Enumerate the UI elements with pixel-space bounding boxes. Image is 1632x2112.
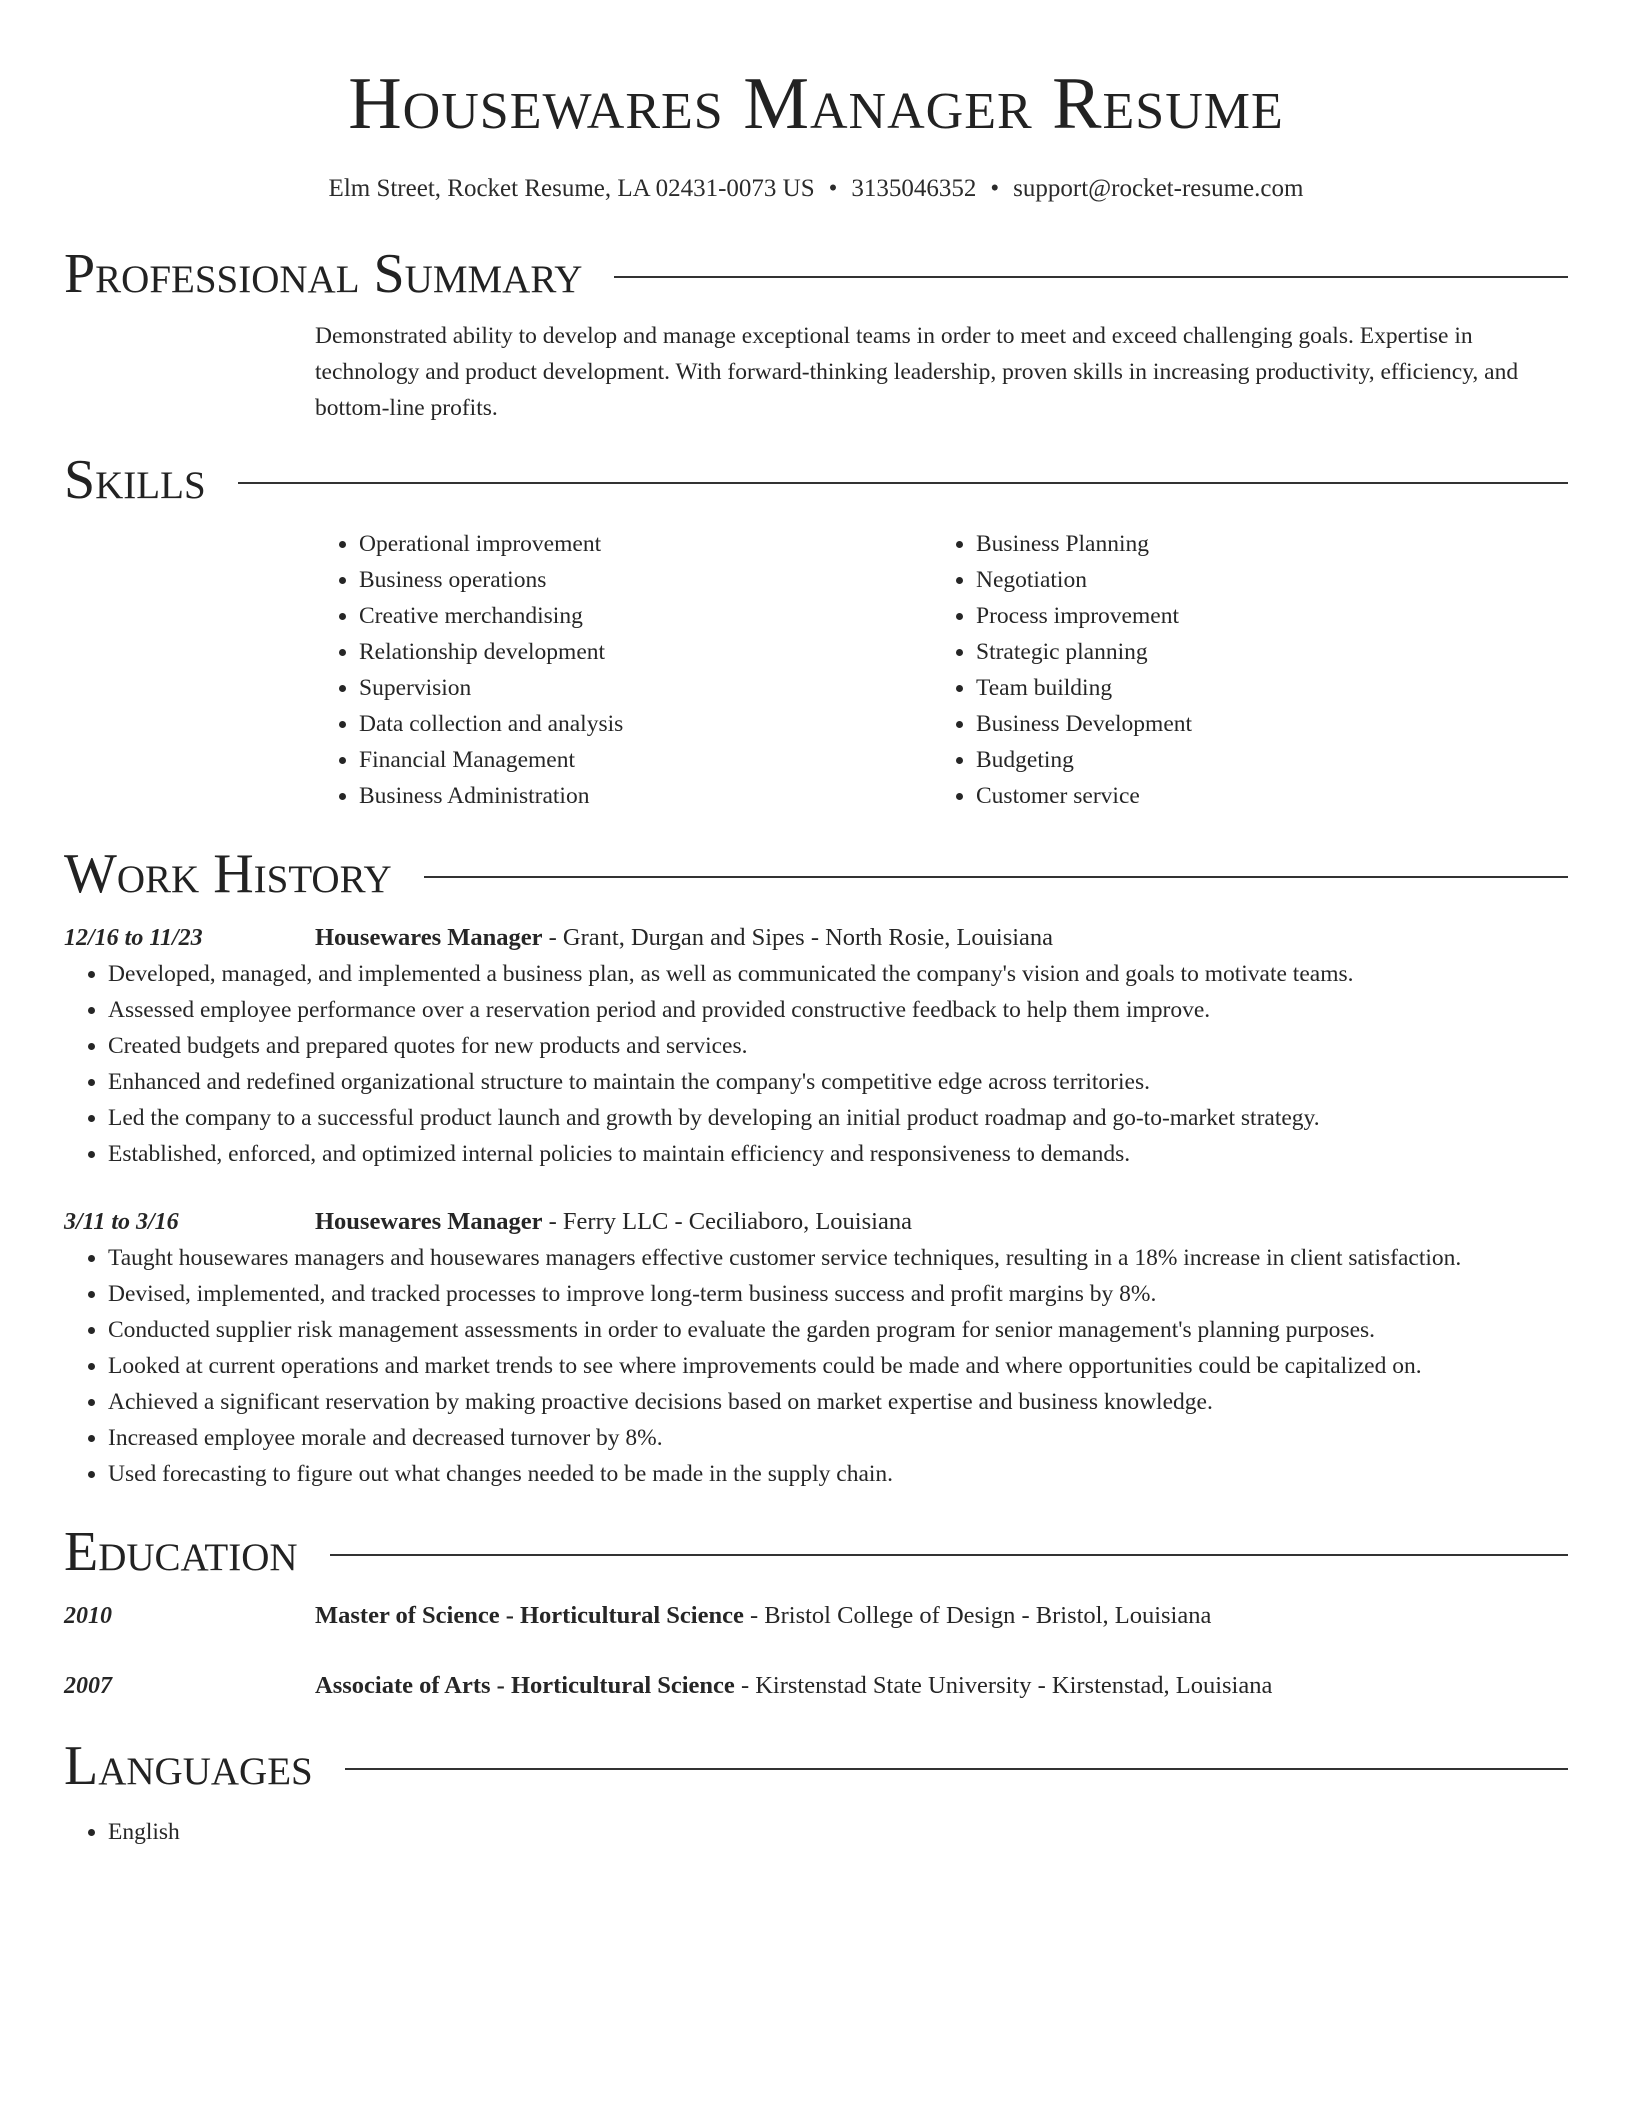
section-title-education: Education xyxy=(64,1521,298,1583)
job-bullet: • Achieved a significant reservation by making proactive decisions based on market expertise and business knowledge. xyxy=(108,1384,1568,1420)
education-entry xyxy=(64,1598,1568,1634)
education-year: 2010 xyxy=(64,1603,112,1629)
skills-column-right xyxy=(932,526,1549,814)
skills-list-left xyxy=(315,526,932,814)
section-header-education xyxy=(64,1518,1568,1586)
education-line xyxy=(315,1598,1211,1634)
job-header xyxy=(64,920,1568,956)
skill-item: • Negotiation xyxy=(976,562,1549,598)
skill-item: • Business Administration xyxy=(359,778,932,814)
education-entry xyxy=(64,1668,1568,1704)
job-bullet: • Looked at current operations and market trends to see where improvements could be made and where opportunities could be capitalized on. xyxy=(108,1348,1568,1384)
contact-line xyxy=(64,172,1568,206)
skill-item: • Relationship development xyxy=(359,634,932,670)
job-bullet: • Established, enforced, and optimized internal policies to maintain efficiency and responsiveness to demands. xyxy=(108,1136,1568,1172)
job-bullet: • Taught housewares managers and housewares managers effective customer service techniques, resulting in a 18% increase in client satisfaction. xyxy=(108,1240,1568,1276)
job-bullet: • Created budgets and prepared quotes for new products and services. xyxy=(108,1028,1568,1064)
email: support@rocket-resume.com xyxy=(1013,175,1304,202)
language-item: • English xyxy=(108,1814,1568,1850)
separator-dot: • xyxy=(990,175,1000,202)
job-bullet: • Developed, managed, and implemented a business plan, as well as communicated the company's vision and goals to motivate teams. xyxy=(108,956,1568,992)
skill-item: • Budgeting xyxy=(976,742,1549,778)
section-header-work xyxy=(64,840,1568,908)
skill-item: • Operational improvement xyxy=(359,526,932,562)
education-school: - Kirstenstad State University - Kirstenstad, Louisiana xyxy=(734,1672,1273,1699)
job-title-line xyxy=(315,1204,912,1240)
job-bullet: • Assessed employee performance over a reservation period and provided constructive feedback to help them improve. xyxy=(108,992,1568,1028)
separator-dot: • xyxy=(828,175,838,202)
phone: 3135046352 xyxy=(851,175,977,202)
education-school: - Bristol College of Design - Bristol, Louisiana xyxy=(743,1602,1212,1629)
job-bullet: • Increased employee morale and decreased turnover by 8%. xyxy=(108,1420,1568,1456)
job-bullet: • Led the company to a successful product launch and growth by developing an initial product roadmap and go-to-market strategy. xyxy=(108,1100,1568,1136)
skill-item: • Data collection and analysis xyxy=(359,706,932,742)
languages-list xyxy=(64,1814,1568,1850)
section-header-summary xyxy=(64,240,1568,308)
skills-column-left xyxy=(315,526,932,814)
job-bullets xyxy=(64,1240,1568,1492)
job-bullets xyxy=(64,956,1568,1172)
skill-item: • Customer service xyxy=(976,778,1549,814)
skill-item: • Team building xyxy=(976,670,1549,706)
job-employer: - Ferry LLC - Ceciliaboro, Louisiana xyxy=(542,1208,912,1235)
job-bullet: • Used forecasting to figure out what changes needed to be made in the supply chain. xyxy=(108,1456,1568,1492)
section-title-skills: Skills xyxy=(64,449,206,511)
address: Elm Street, Rocket Resume, LA 02431-0073 US xyxy=(328,175,815,202)
skill-item: • Business operations xyxy=(359,562,932,598)
education-line xyxy=(315,1668,1272,1704)
skill-item: • Strategic planning xyxy=(976,634,1549,670)
skill-item: • Creative merchandising xyxy=(359,598,932,634)
job-entry xyxy=(64,920,1568,1172)
section-rule xyxy=(238,482,1568,484)
skill-item: • Supervision xyxy=(359,670,932,706)
education-year: 2007 xyxy=(64,1673,112,1699)
section-rule xyxy=(614,276,1568,278)
section-rule xyxy=(330,1554,1568,1556)
job-bullet: • Conducted supplier risk management assessments in order to evaluate the garden program for senior management's planning purposes. xyxy=(108,1312,1568,1348)
job-dates: 3/11 to 3/16 xyxy=(64,1209,179,1235)
resume-title: Housewares Manager Resume xyxy=(348,63,1284,145)
skill-item: • Business Development xyxy=(976,706,1549,742)
skill-item: • Process improvement xyxy=(976,598,1549,634)
job-bullet: • Devised, implemented, and tracked processes to improve long-term business success and profit margins by 8%. xyxy=(108,1276,1568,1312)
skills-grid xyxy=(315,526,1568,814)
job-title: Housewares Manager xyxy=(315,1208,543,1235)
job-dates: 12/16 to 11/23 xyxy=(64,925,203,951)
job-employer: - Grant, Durgan and Sipes - North Rosie, Louisiana xyxy=(542,924,1054,951)
job-bullet: • Enhanced and redefined organizational structure to maintain the company's competitive edge across territories. xyxy=(108,1064,1568,1100)
section-title-summary: Professional Summary xyxy=(64,243,583,305)
job-header xyxy=(64,1204,1568,1240)
education-degree: Master of Science - Horticultural Science xyxy=(315,1602,744,1629)
section-title-languages: Languages xyxy=(64,1735,313,1797)
section-title-work: Work History xyxy=(64,843,392,905)
section-header-languages xyxy=(64,1732,1568,1800)
skills-list-right xyxy=(932,526,1549,814)
section-rule xyxy=(424,876,1568,878)
job-title: Housewares Manager xyxy=(315,924,543,951)
education-degree: Associate of Arts - Horticultural Science xyxy=(315,1672,735,1699)
job-entry xyxy=(64,1204,1568,1492)
skill-item: • Business Planning xyxy=(976,526,1549,562)
job-title-line xyxy=(315,920,1053,956)
section-header-skills xyxy=(64,446,1568,514)
summary-text: Demonstrated ability to develop and manage exceptional teams in order to meet and exceed challenging goals. Expertise in technology and product development. With forward-thinking leadership, proven skills in increasing productivity, efficiency, and bottom-line profits. xyxy=(315,323,1519,421)
skill-item: • Financial Management xyxy=(359,742,932,778)
section-rule xyxy=(345,1768,1568,1770)
